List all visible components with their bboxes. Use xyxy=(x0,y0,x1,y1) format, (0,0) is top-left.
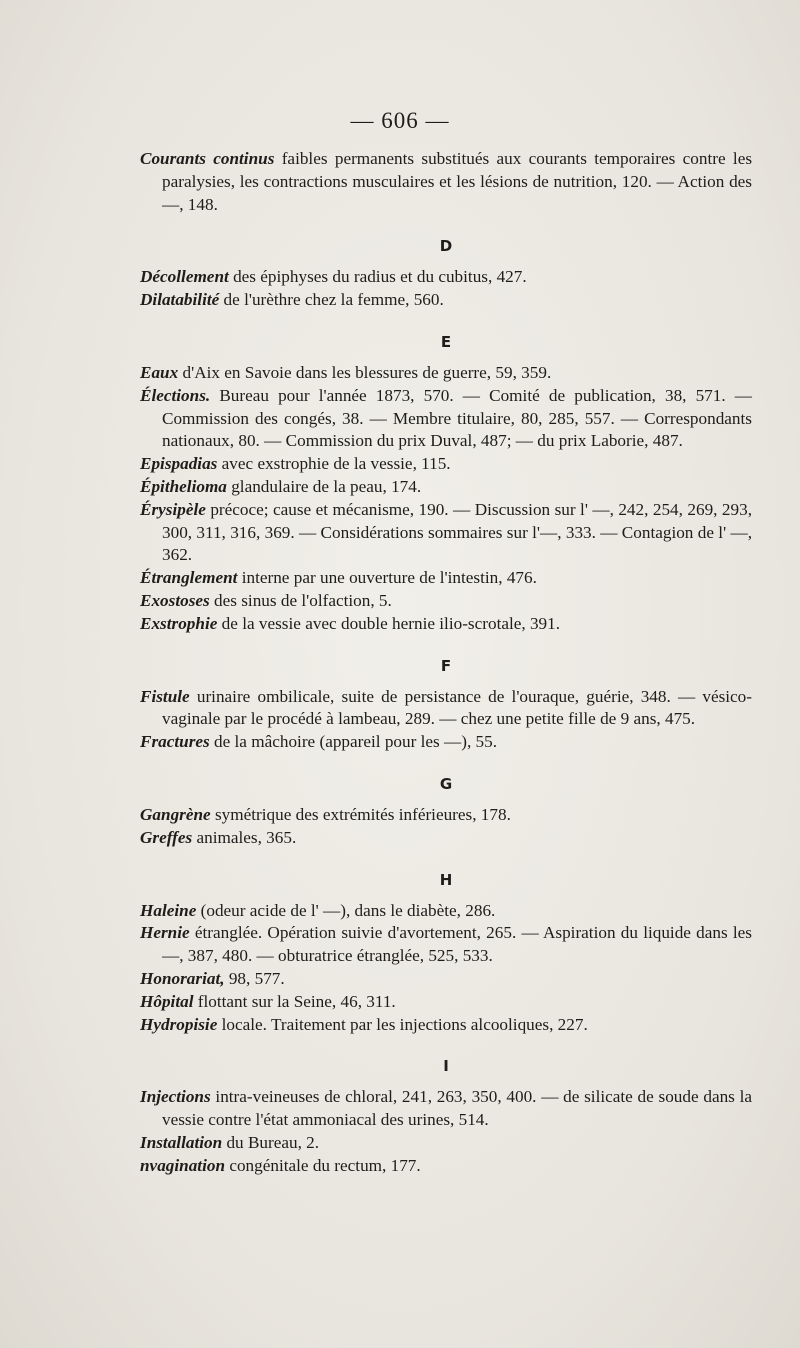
index-entry xyxy=(140,266,752,289)
entry-term: Exostoses xyxy=(140,590,210,610)
entry-text: animales, 365. xyxy=(192,827,297,847)
entry-text: de l'urèthre chez la femme, 560. xyxy=(219,290,444,310)
entry-term: Élections. xyxy=(140,385,211,405)
entry-term: Epispadias xyxy=(140,454,218,474)
index-entry xyxy=(140,731,752,754)
entry-term: Installation xyxy=(140,1132,223,1152)
entry-text: flottant sur la Seine, 46, 311. xyxy=(193,991,396,1011)
index-entry xyxy=(140,476,752,499)
index-entry xyxy=(140,148,752,216)
entry-text: précoce; cause et mécanisme, 190. — Discussion sur l' —, 242, 254, 269, 293, 300, 311, 316, 369. — Considérations sommaires sur l'—, 333. — Contagion de l' —, 362. xyxy=(162,499,752,565)
entry-term: Courants continus xyxy=(140,149,275,168)
entry-text: congénitale du rectum, 177. xyxy=(225,1155,421,1175)
section-letter: E xyxy=(440,332,452,351)
entry-text: de la vessie avec double hernie ilio-scrotale, 391. xyxy=(217,613,561,633)
index-entry xyxy=(140,1155,752,1178)
index-entry xyxy=(140,499,752,567)
section-letter: D xyxy=(439,237,453,256)
entry-term: Greffes xyxy=(140,827,193,847)
index-entry xyxy=(140,922,752,968)
entry-text: étranglée. Opération suivie d'avortement, 265. — Aspiration du liquide dans les —, 387, 480. — obturatrice étranglée, 525, 533. xyxy=(162,923,752,966)
page-number: — 606 — xyxy=(350,108,450,133)
index-entry xyxy=(140,590,752,613)
index-entry xyxy=(140,289,752,312)
entry-text: (odeur acide de l' —), dans le diabète, 286. xyxy=(196,900,496,920)
index-entry xyxy=(140,968,752,991)
entry-term: Haleine xyxy=(140,900,197,920)
entry-text: Bureau pour l'année 1873, 570. — Comité de publication, 38, 571. — Commission des congés, 38. — Membre titulaire, 80, 285, 557. — Correspondants nationaux, 80. — Commission du prix Duval, 487; — du prix Laborie, 487. xyxy=(162,385,752,451)
entry-term: Eaux xyxy=(140,362,179,382)
index-entry xyxy=(140,453,752,476)
index-entry xyxy=(140,1132,752,1155)
index-entry xyxy=(140,991,752,1014)
entry-text: faibles permanents substitués aux courants temporaires contre les paralysies, les contractions musculaires et les lésions de nutrition, 120. — Action des —, 148. xyxy=(162,149,753,214)
entry-term: Étranglement xyxy=(140,568,238,588)
entry-text: d'Aix en Savoie dans les blessures de guerre, 59, 359. xyxy=(178,362,552,382)
section-letter: G xyxy=(439,774,453,793)
index-entry xyxy=(140,804,752,827)
index-entry xyxy=(140,613,752,636)
section-letter: F xyxy=(440,656,452,675)
index-entry xyxy=(140,1086,752,1132)
section-letter: H xyxy=(439,870,453,889)
index-entry xyxy=(140,900,752,923)
entry-term: Hôpital xyxy=(140,991,194,1011)
index-entry xyxy=(140,385,752,453)
entry-text: glandulaire de la peau, 174. xyxy=(226,476,422,496)
entry-text: avec exstrophie de la vessie, 115. xyxy=(217,454,451,474)
entry-term: Décollement xyxy=(140,267,229,287)
index-entry xyxy=(140,1014,752,1037)
entry-text: des sinus de l'olfaction, 5. xyxy=(209,590,392,610)
entry-text: des épiphyses du radius et du cubitus, 427. xyxy=(228,267,527,287)
entry-term: Injections xyxy=(140,1087,211,1107)
entry-term: Épithelioma xyxy=(140,476,227,496)
index-entry xyxy=(140,827,752,850)
entry-term: Exstrophie xyxy=(140,613,218,633)
entry-term: Fistule xyxy=(140,686,190,706)
entry-text: locale. Traitement par les injections alcooliques, 227. xyxy=(217,1014,588,1034)
index-entry xyxy=(140,686,752,732)
entry-text: de la mâchoire (appareil pour les —), 55. xyxy=(209,732,498,752)
index-entry xyxy=(140,362,752,385)
entry-text: 98, 577. xyxy=(224,968,285,988)
entry-text: symétrique des extrémités inférieures, 178. xyxy=(210,804,511,824)
entry-text: du Bureau, 2. xyxy=(222,1132,320,1152)
entry-term: Gangrène xyxy=(140,804,211,824)
index-entry xyxy=(140,567,752,590)
entry-term: Érysipèle xyxy=(140,499,206,519)
entry-term: Fractures xyxy=(140,732,210,752)
entry-term: Dilatabilité xyxy=(140,290,220,310)
entry-term: Hernie xyxy=(140,923,190,943)
entry-text: interne par une ouverture de l'intestin, 476. xyxy=(237,568,537,588)
entry-term: Hydropisie xyxy=(140,1014,218,1034)
index-content xyxy=(140,148,752,1178)
entry-text: urinaire ombilicale, suite de persistance de l'ouraque, guérie, 348. — vésico-vaginale par le procédé à lambeau, 289. — chez une petite fille de 9 ans, 475. xyxy=(162,686,752,729)
section-letter: I xyxy=(443,1057,449,1076)
entry-text: intra-veineuses de chloral, 241, 263, 350, 400. — de silicate de soude dans la vessie contre l'état ammoniacal des urines, 514. xyxy=(162,1087,752,1130)
entry-term: nvagination xyxy=(140,1155,226,1175)
entry-term: Honorariat, xyxy=(140,968,225,988)
